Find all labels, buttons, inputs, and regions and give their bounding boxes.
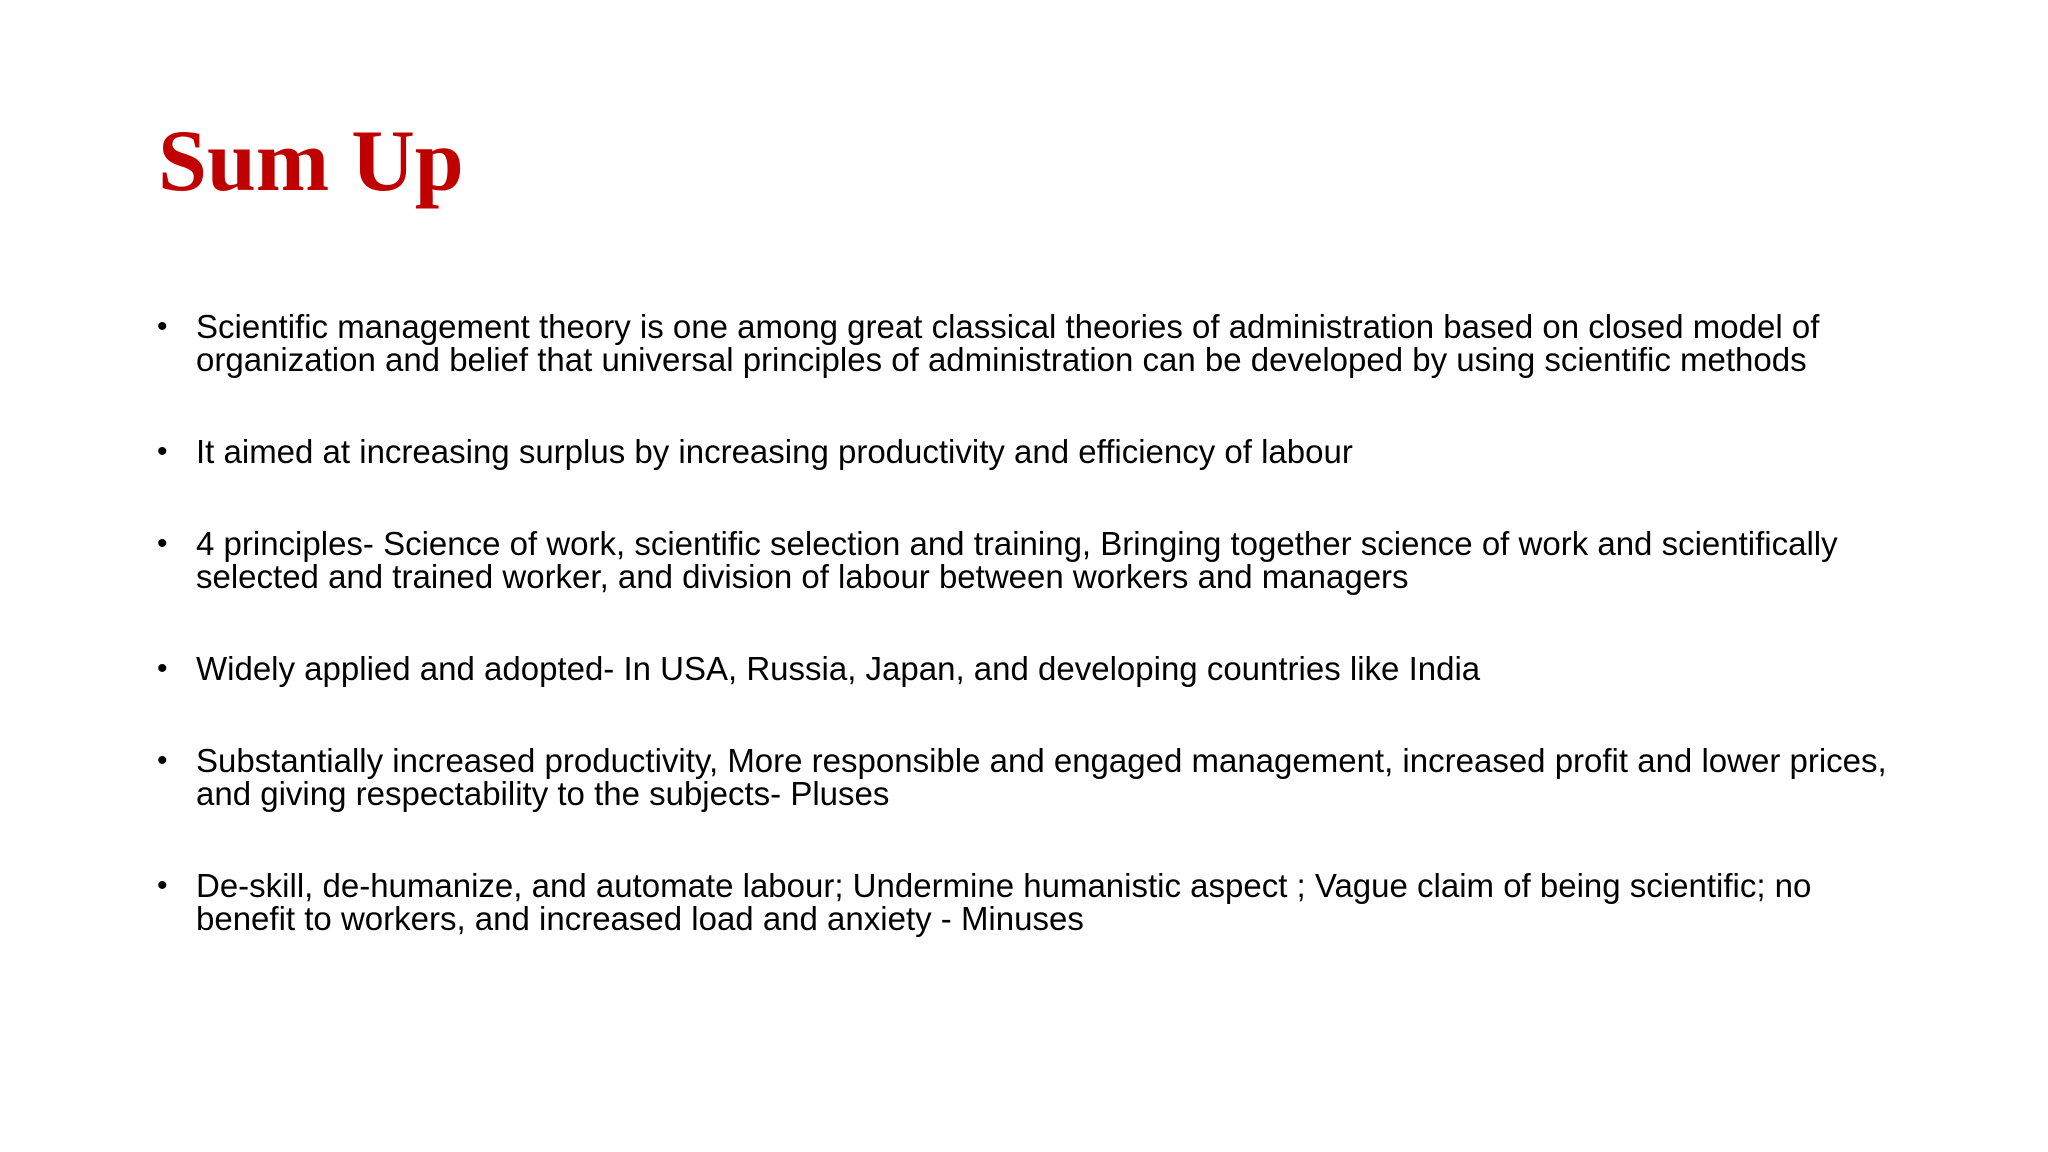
bullet-point-icon: •	[157, 744, 168, 777]
bullet-item	[155, 310, 1915, 376]
bullet-item	[155, 744, 1915, 810]
bullet-item	[155, 869, 1915, 935]
bullet-text: Substantially increased productivity, More responsible and engaged management, increased profit and lower prices, and giving respectability to the subjects- Pluses	[196, 742, 1887, 812]
bullet-text: Scientific management theory is one among great classical theories of administration based on closed model of organization and belief that universal principles of administration can be developed by using scientific methods	[196, 308, 1820, 378]
bullet-item	[155, 652, 1915, 685]
bullet-text: Widely applied and adopted- In USA, Russia, Japan, and developing countries like India	[196, 650, 1481, 687]
bullet-text: De-skill, de-humanize, and automate labour; Undermine humanistic aspect ; Vague claim of being scientific; no benefit to workers, and increased load and anxiety - Minuses	[196, 867, 1812, 937]
bullet-point-icon: •	[157, 527, 168, 560]
bullet-point-icon: •	[157, 869, 168, 902]
bullet-point-icon: •	[157, 435, 168, 468]
bullet-item	[155, 435, 1915, 468]
bullet-item	[155, 527, 1915, 593]
bullet-point-icon: •	[157, 652, 168, 685]
bullet-point-icon: •	[157, 310, 168, 343]
bullet-list	[155, 310, 1915, 935]
slide-title: Sum Up	[158, 113, 464, 210]
bullet-text: 4 principles- Science of work, scientific selection and training, Bringing together science of work and scientifically selected and trained worker, and division of labour between workers and managers	[196, 525, 1838, 595]
bullet-text: It aimed at increasing surplus by increasing productivity and efficiency of labour	[196, 433, 1353, 470]
